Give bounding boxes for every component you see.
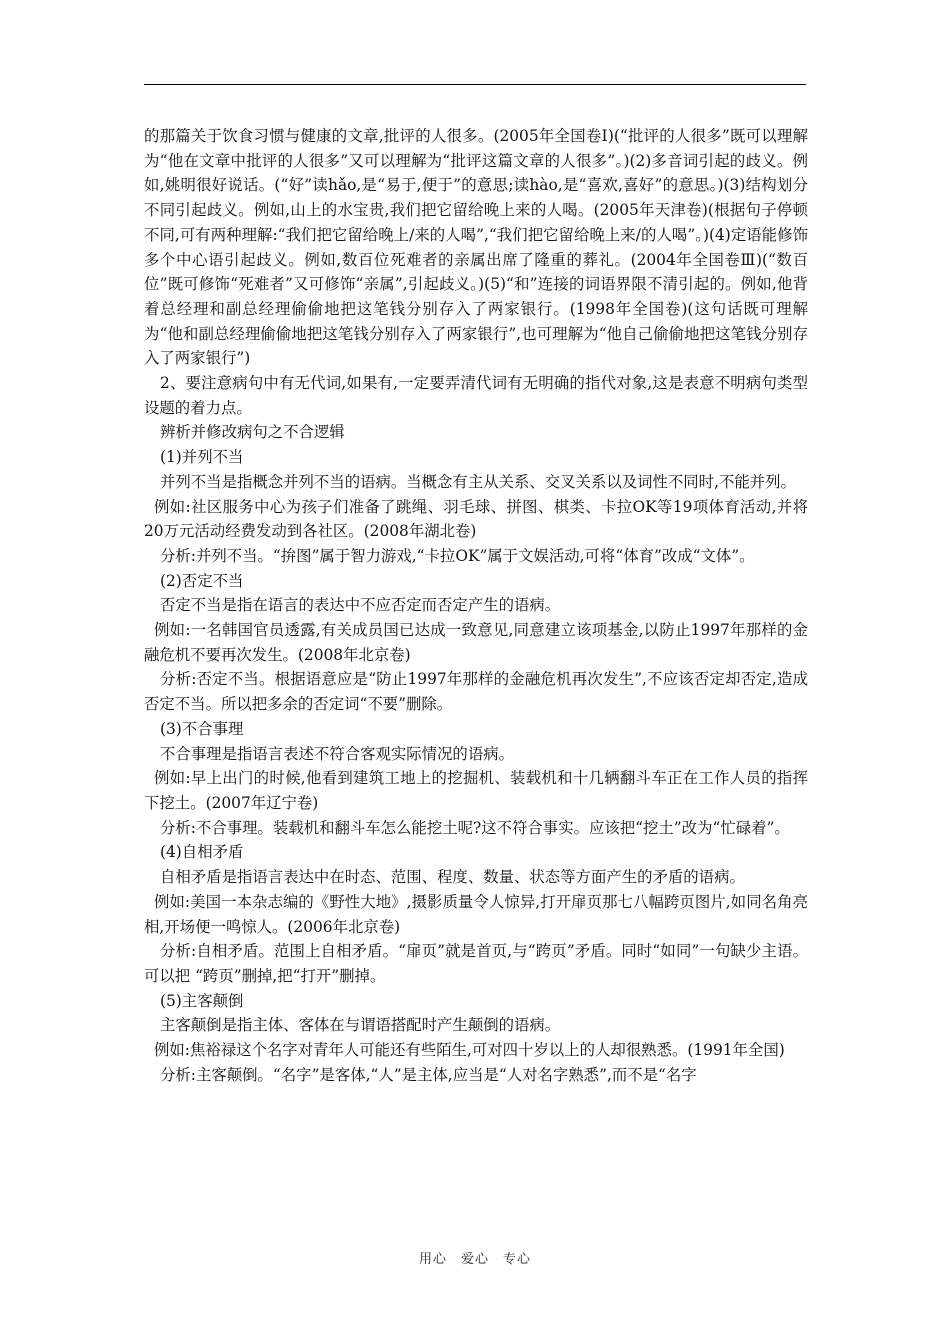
paragraph: 不合事理是指语言表述不符合客观实际情况的语病。 [160, 744, 514, 763]
analysis-paragraph: 分析:并列不当。“拚图”属于智力游戏,“卡拉OK”属于文娱活动,可将“体育”改成“文体”。 [160, 546, 755, 565]
subsection-heading: (2)否定不当 [160, 571, 244, 590]
example-paragraph: 例如:社区服务中心为孩子们准备了跳绳、羽毛球、拼图、棋类、卡拉OK等19项体育活动,并将20万元活动经费发动到各社区。(2008年湖北卷) [144, 497, 808, 541]
subsection-heading: (3)不合事理 [160, 719, 244, 738]
example-paragraph: 例如:早上出门的时候,他看到建筑工地上的挖掘机、装载机和十几辆翻斗车正在工作人员的指挥下挖土。(2007年辽宁卷) [144, 769, 808, 812]
paragraph: 2、要注意病句中有无代词,如果有,一定要弄清代词有无明确的指代对象,这是表意不明病句类型设题的着力点。 [144, 374, 808, 417]
analysis-paragraph: 分析:否定不当。根据语意应是“防止1997年那样的金融危机再次发生”,不应该否定却否定,造成否定不当。所以把多余的否定词“不要”删除。 [144, 670, 808, 714]
example-paragraph: 例如:一名韩国官员透露,有关成员国已达成一致意见,同意建立该项基金,以防止1997年那样的金融危机不要再次发生。(2008年北京卷) [144, 621, 808, 664]
subsection-heading: (4)自相矛盾 [160, 843, 244, 862]
paragraph: 否定不当是指在语言的表达中不应否定而否定产生的语病。 [160, 596, 561, 615]
paragraph: 主客颠倒是指主体、客体在与谓语搭配时产生颠倒的语病。 [160, 1016, 561, 1035]
subsection-heading: (1)并列不当 [160, 448, 244, 467]
analysis-paragraph: 分析:自相矛盾。范围上自相矛盾。“扉页”就是首页,与“跨页”矛盾。同时“如同”一句缺少主语。可以把 “跨页”删掉,把“打开”删掉。 [144, 942, 808, 985]
example-paragraph: 例如:焦裕禄这个名字对青年人可能还有些陌生,可对四十岁以上的人却很熟悉。(1991年全国) [154, 1041, 785, 1060]
page-footer: 用心 爱心 专心 [418, 1252, 531, 1267]
paragraph: 的那篇关于饮食习惯与健康的文章,批评的人很多。(2005年全国卷Ⅰ)(“批评的人很多”既可以理解为“他在文章中批评的人很多”又可以理解为“批评这篇文章的人很多”。)(2)多音词引起的歧义。例如,姚明很好说话。(“好”读hǎo,是“易于,便于”的意思;读hào,是“喜欢,喜好”的意思。)(3)结构划分不同引起歧义。例如,山上的水宝贵,我们把它留给晚上来的人喝。(2005年天津卷)(根据句子停顿不同,可有两种理解:“我们把它留给晚上/来的人喝”,“我们把它留给晚上来/的人喝”。)(4)定语能修饰多个中心语引起歧义。例如,数百位死难者的亲属出席了隆重的葬礼。(2004年全国卷Ⅲ)(“数百位”既可修饰“死难者”又可修饰“亲属”,引起歧义。)(5)“和”连接的词语界限不清引起的。例如,他背着总经理和副总经理偷偷地把这笔钱分别存入了两家银行。(1998年全国卷)(这句话既可理解为“他和副总经理偷偷地把这笔钱分别存入了两家银行”,也可理解为“他自己偷偷地把这笔钱分别存入了两家银行”) [144, 127, 808, 368]
analysis-paragraph: 分析:不合事理。装载机和翻斗车怎么能挖土呢?这不符合事实。应该把“挖土”改为“忙碌着”。 [160, 818, 790, 837]
document-body [144, 124, 808, 1087]
example-paragraph: 例如:美国一本杂志编的《野性大地》,摄影质量令人惊异,打开扉页那七八幅跨页图片,如同名角亮相,开场便一鸣惊人。(2006年北京卷) [144, 892, 808, 936]
paragraph: 自相矛盾是指语言表达中在时态、范围、程度、数量、状态等方面产生的矛盾的语病。 [160, 868, 745, 887]
subsection-heading: (5)主客颠倒 [160, 991, 244, 1010]
header-rule [144, 84, 806, 85]
section-heading: 辨析并修改病句之不合逻辑 [160, 423, 345, 442]
analysis-paragraph: 分析:主客颠倒。“名字”是客体,“人”是主体,应当是“人对名字熟悉”,而不是“名字 [160, 1065, 697, 1084]
paragraph: 并列不当是指概念并列不当的语病。当概念有主从关系、交叉关系以及词性不同时,不能并列。 [160, 472, 796, 491]
